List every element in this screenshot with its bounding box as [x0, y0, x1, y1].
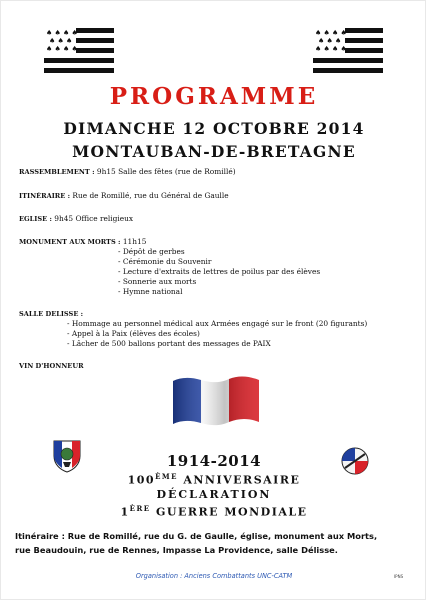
- monument-item: - Dépôt de gerbes: [118, 247, 185, 256]
- declaration-heading: DÉCLARATION: [156, 488, 272, 501]
- eglise-label: EGLISE :: [19, 215, 52, 223]
- war-number: 1: [120, 505, 130, 519]
- monument-time: 11h15: [122, 237, 147, 246]
- salle-item: - Hommage au personnel médical aux Armées engagé sur le front (20 figurants): [67, 319, 368, 328]
- full-itinerary: [15, 529, 415, 557]
- monument-line: [19, 237, 146, 247]
- years-heading: 1914-2014: [166, 452, 262, 470]
- monument-item: - Hymne national: [118, 287, 183, 296]
- rassemblement-text: 9h15 Salle des fêtes (rue de Romillé): [96, 167, 236, 176]
- date-heading: DIMANCHE 12 OCTOBRE 2014: [63, 119, 365, 138]
- itineraire-text: Rue de Romillé, rue du Général de Gaulle: [72, 191, 229, 200]
- salle-label-text: SALLE DELISSE :: [19, 310, 84, 318]
- eglise-text: 9h45 Office religieux: [54, 214, 134, 223]
- anniv-word: ANNIVERSAIRE: [178, 473, 301, 487]
- itinerary-line-2: rue Beaudouin, rue de Rennes, Impasse La Providence, salle Délisse.: [15, 545, 338, 555]
- vin-honneur: VIN D'HONNEUR: [19, 362, 84, 370]
- anniv-suffix: ÈME: [155, 472, 179, 481]
- itineraire-label: ITINÉRAIRE :: [19, 192, 71, 200]
- world-war-heading: [1, 504, 426, 519]
- eglise-line: [19, 214, 133, 224]
- war-word: GUERRE MONDIALE: [150, 505, 308, 519]
- breton-flag-left-icon: ♠ ♠ ♠ ♠ ♠ ♠ ♠ ♠ ♠ ♠ ♠: [44, 28, 114, 74]
- itinerary-line-1: Itinéraire : Rue de Romillé, rue du G. de Gaulle, église, monument aux Morts,: [15, 531, 378, 541]
- war-suffix: ÈRE: [129, 504, 151, 513]
- rassemblement-label: RASSEMBLEMENT :: [19, 168, 95, 176]
- itineraire-line: [19, 191, 229, 201]
- printer-mark: IPNS: [394, 574, 404, 579]
- breton-flag-right-icon: ♠ ♠ ♠ ♠ ♠ ♠ ♠ ♠ ♠ ♠ ♠: [313, 28, 383, 74]
- place-heading: MONTAUBAN-DE-BRETAGNE: [72, 142, 356, 161]
- monument-label: MONUMENT AUX MORTS :: [19, 238, 121, 246]
- monument-item: - Lecture d'extraits de lettres de poilus par des élèves: [118, 267, 321, 276]
- anniversary-heading: [1, 472, 426, 487]
- monument-item: - Cérémonie du Souvenir: [118, 257, 212, 266]
- anniv-number: 100: [127, 473, 156, 487]
- organisation-credit: Organisation : Anciens Combattants UNC-CATM: [135, 572, 293, 580]
- rassemblement-line: [19, 167, 236, 177]
- monument-item: - Sonnerie aux morts: [118, 277, 197, 286]
- salle-item: - Appel à la Paix (élèves des écoles): [67, 329, 200, 338]
- salle-item: - Lâcher de 500 ballons portant des messages de PAIX: [67, 339, 271, 348]
- salle-label: [19, 309, 83, 319]
- programme-title: PROGRAMME: [109, 83, 319, 110]
- french-flag-icon: [169, 373, 261, 427]
